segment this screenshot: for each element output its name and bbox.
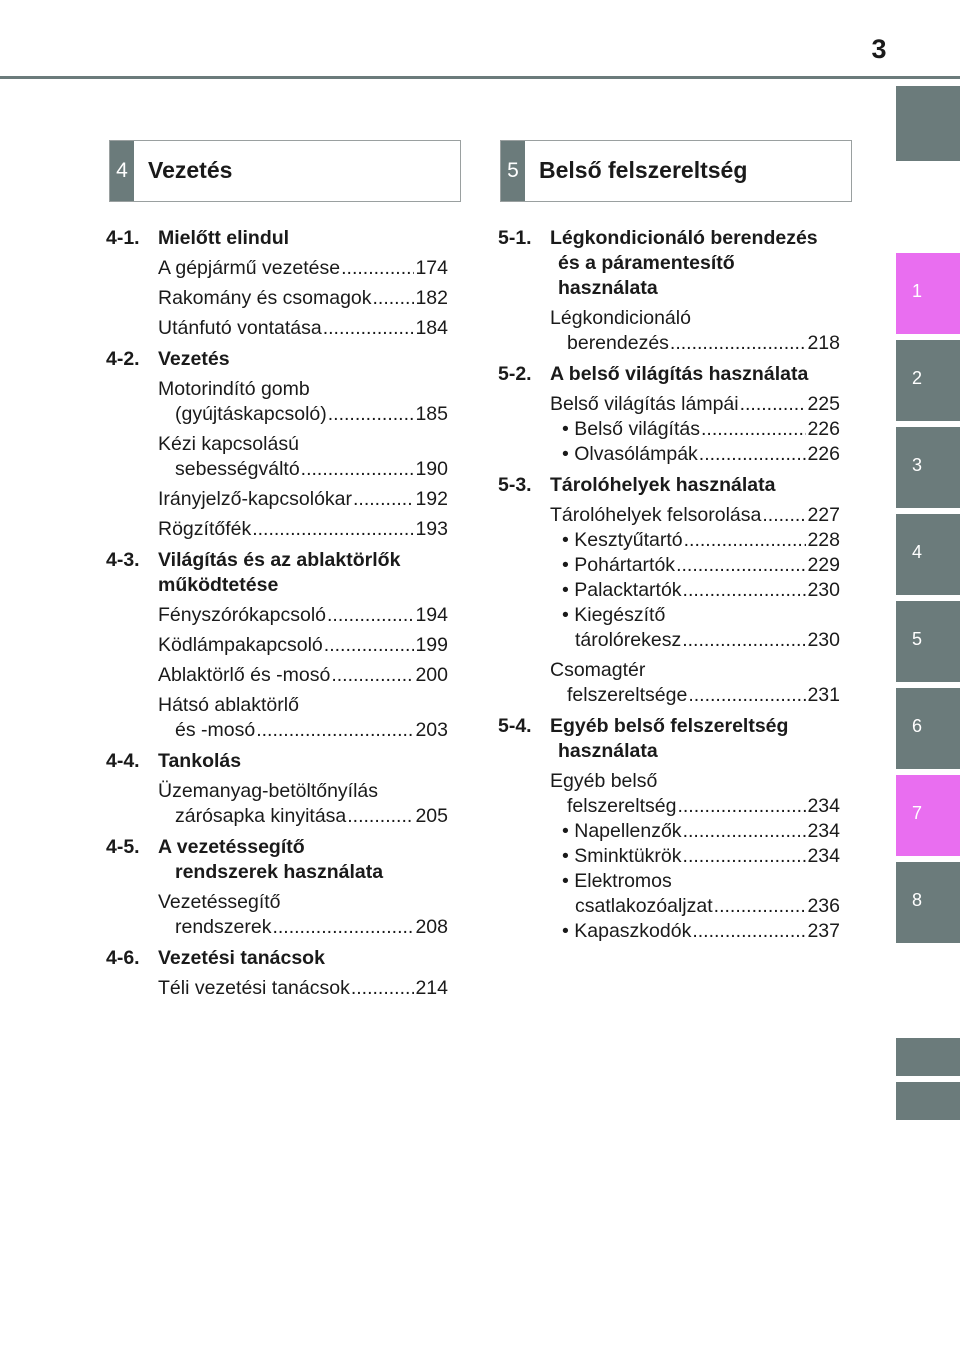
toc-sub-entry[interactable]: • Palacktartók ..... 230: [562, 578, 840, 603]
toc-section-heading[interactable]: 5-4. Egyéb belső felszereltség használata: [498, 715, 789, 762]
toc-entry[interactable]: Ködlámpakapcsoló ..... 199: [158, 633, 448, 658]
toc-entry[interactable]: Téli vezetési tanácsok ..... 214: [158, 976, 448, 1001]
side-tab-index[interactable]: [896, 1038, 960, 1076]
side-tab-bottom[interactable]: [896, 1082, 960, 1120]
side-tab-2[interactable]: 2: [896, 340, 960, 421]
side-tab-top[interactable]: [896, 86, 960, 161]
toc-section-heading[interactable]: 5-2. A belső világítás használata: [498, 363, 809, 385]
header-rule: [0, 76, 960, 79]
side-tab-7[interactable]: 7: [896, 775, 960, 856]
toc-entry[interactable]: Fényszórókapcsoló ..... 194: [158, 603, 448, 628]
toc-sub-entry[interactable]: • Kiegészítő tárolórekesz ..... 230: [562, 603, 840, 653]
toc-entry[interactable]: Belső világítás lámpái ..... 225: [550, 392, 840, 417]
side-tab-3[interactable]: 3: [896, 427, 960, 508]
toc-column-4: [106, 226, 448, 1001]
toc-section-heading[interactable]: 4-6. Vezetési tanácsok: [106, 947, 325, 969]
toc-section-heading[interactable]: 4-1. Mielőtt elindul: [106, 227, 290, 249]
toc-section-heading[interactable]: 5-3. Tárolóhelyek használata: [498, 474, 776, 496]
toc-sub-entry[interactable]: • Kesztyűtartó ..... 228: [562, 528, 840, 553]
section-number: 5: [501, 141, 525, 201]
toc-entry[interactable]: Irányjelző-kapcsolókar ..... 192: [158, 487, 448, 512]
toc-entry[interactable]: A gépjármű vezetése ..... 174: [158, 256, 448, 281]
toc-entry[interactable]: Vezetéssegítő rendszerek ..... 208: [158, 890, 448, 940]
toc-entry[interactable]: Egyéb belső felszereltség ..... 234: [550, 769, 840, 819]
toc-section-heading[interactable]: 4-3. Világítás és az ablaktörlők működtetése: [106, 549, 401, 596]
toc-section-heading[interactable]: 5-1. Légkondicionáló berendezés és a páramentesítő használata: [498, 227, 818, 299]
side-tab-5[interactable]: 5: [896, 601, 960, 682]
side-tab-4[interactable]: 4: [896, 514, 960, 595]
page-number: 3: [871, 34, 887, 64]
toc-sub-entry[interactable]: • Belső világítás ..... 226: [562, 417, 840, 442]
toc-sub-entry[interactable]: • Kapaszkodók ..... 237: [562, 919, 840, 944]
toc-sub-entry[interactable]: • Pohártartók ..... 229: [562, 553, 840, 578]
section-header-4: [109, 140, 461, 202]
toc-entry[interactable]: Utánfutó vontatása ..... 184: [158, 316, 448, 341]
toc-entry[interactable]: Rakomány és csomagok ..... 182: [158, 286, 448, 311]
section-number: 4: [110, 141, 134, 201]
toc-entry[interactable]: Üzemanyag-betöltőnyílás zárósapka kinyitása ..... 205: [158, 779, 448, 829]
toc-sub-entry[interactable]: • Elektromos csatlakozóaljzat ..... 236: [562, 869, 840, 919]
toc-sub-entry[interactable]: • Napellenzők ..... 234: [562, 819, 840, 844]
toc-entry[interactable]: Motorindító gomb (gyújtáskapcsoló) ..... 185: [158, 377, 448, 427]
section-title: Belső felszereltség: [539, 157, 748, 183]
section-header-5: [500, 140, 852, 202]
side-tab-1[interactable]: 1: [896, 253, 960, 334]
side-tab-6[interactable]: 6: [896, 688, 960, 769]
toc-entry[interactable]: Ablaktörlő és -mosó ..... 200: [158, 663, 448, 688]
toc-entry[interactable]: Légkondicionáló berendezés ..... 218: [550, 306, 840, 356]
section-title: Vezetés: [148, 157, 233, 183]
toc-section-heading[interactable]: 4-2. Vezetés: [106, 348, 230, 370]
toc-section-heading[interactable]: 4-4. Tankolás: [106, 750, 242, 772]
toc-entry[interactable]: Csomagtér felszereltsége ..... 231: [550, 658, 840, 708]
toc-entry[interactable]: Tárolóhelyek felsorolása ..... 227: [550, 503, 840, 528]
toc-sub-entry[interactable]: • Olvasólámpák ..... 226: [562, 442, 840, 467]
toc-entry[interactable]: Kézi kapcsolású sebességváltó ..... 190: [158, 432, 448, 482]
toc-section-heading[interactable]: 4-5. A vezetéssegítő rendszerek használata: [106, 836, 384, 883]
toc-entry[interactable]: Rögzítőfék ..... 193: [158, 517, 448, 542]
toc-column-5: [498, 226, 840, 944]
toc-sub-entry[interactable]: • Sminktükrök ..... 234: [562, 844, 840, 869]
toc-entry[interactable]: Hátsó ablaktörlő és -mosó ..... 203: [158, 693, 448, 743]
side-tab-8[interactable]: 8: [896, 862, 960, 943]
